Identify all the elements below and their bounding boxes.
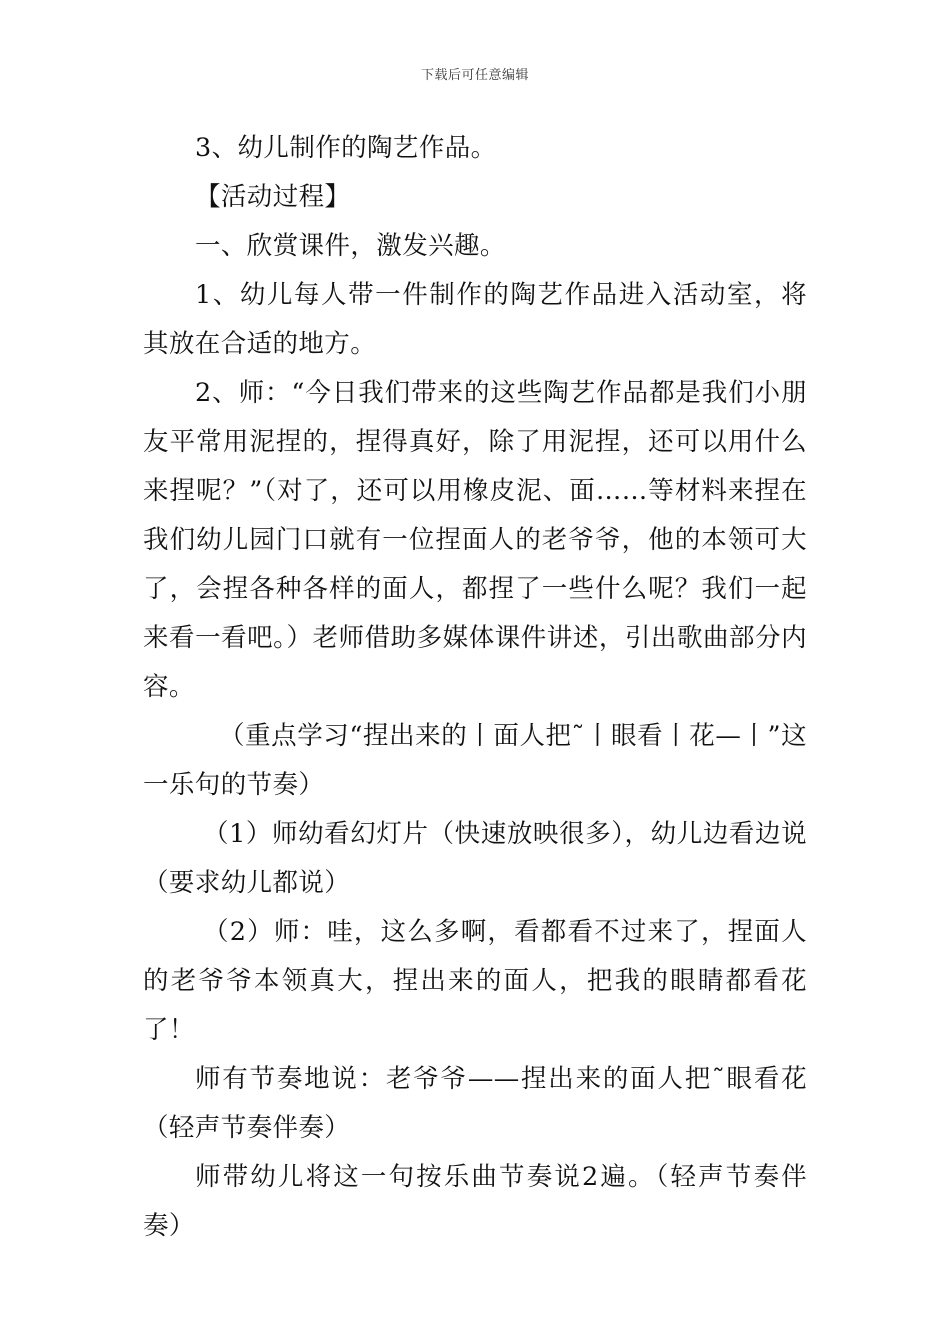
paragraph-substep-2: （2）师：哇，这么多啊，看都看不过来了，捏面人的老爷爷本领真大，捏出来的面人，把我的眼睛都看花了！	[143, 917, 807, 1045]
paragraph-step-1: 1、幼儿每人带一件制作的陶艺作品进入活动室，将其放在合适的地方。	[143, 280, 807, 359]
paragraph-focus-rhythm: （重点学习“捏出来的丨面人把˜丨眼看丨花—丨”这一乐句的节奏）	[143, 721, 807, 800]
paragraph-teacher-practice: 师带幼儿将这一句按乐曲节奏说2遍。（轻声节奏伴奏）	[143, 1162, 807, 1241]
paragraph-substep-1: （1）师幼看幻灯片（快速放映很多），幼儿边看边说（要求幼儿都说）	[143, 819, 807, 898]
document-body	[143, 124, 807, 1251]
paragraph-teacher-rhythm: 师有节奏地说：老爷爷——捏出来的面人把˜眼看花（轻声节奏伴奏）	[143, 1064, 807, 1143]
paragraph-step-2: 2、师：“今日我们带来的这些陶艺作品都是我们小朋友平常用泥捏的，捏得真好，除了用泥捏，还可以用什么来捏呢？”（对了，还可以用橡皮泥、面……等材料来捏在我们幼儿园门口就有一位捏面人的老爷爷，他的本领可大了，会捏各种各样的面人，都捏了一些什么呢？我们一起来看一看吧。）老师借助多媒体课件讲述，引出歌曲部分内容。	[143, 378, 807, 702]
page-header-note: 下载后可任意编辑	[420, 68, 529, 83]
section-heading-activity-process: 【活动过程】	[195, 182, 351, 212]
paragraph-materials-3: 3、幼儿制作的陶艺作品。	[195, 133, 497, 163]
step-heading-1: 一、欣赏课件，激发兴趣。	[195, 231, 506, 261]
